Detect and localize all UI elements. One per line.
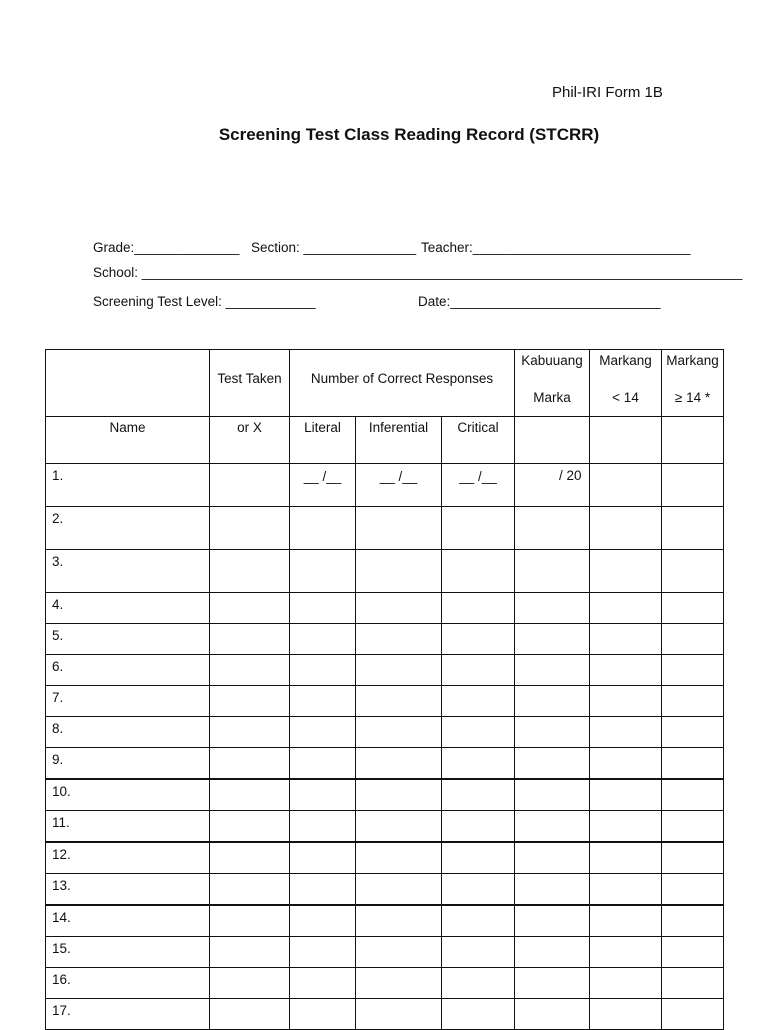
entry-cell[interactable] [442, 624, 515, 655]
entry-cell[interactable] [515, 550, 590, 593]
entry-cell[interactable] [515, 593, 590, 624]
row-number: 11. [52, 815, 70, 830]
school-field[interactable]: School: ________________________________________________________________________________ [93, 265, 743, 280]
entry-cell[interactable] [515, 842, 590, 874]
row-number-cell [46, 905, 210, 937]
entry-cell[interactable] [290, 999, 356, 1030]
entry-cell[interactable] [290, 507, 356, 550]
entry-cell[interactable] [210, 686, 290, 717]
row-number-cell [46, 624, 210, 655]
entry-cell[interactable] [290, 624, 356, 655]
correct-responses-header: Number of Correct Responses [290, 350, 515, 417]
entry-cell[interactable] [590, 874, 662, 906]
entry-cell[interactable] [590, 842, 662, 874]
entry-cell[interactable] [590, 507, 662, 550]
entry-cell[interactable] [590, 464, 662, 507]
entry-cell[interactable] [356, 717, 442, 748]
row-number: 1. [52, 468, 64, 483]
table-row [46, 842, 724, 874]
entry-cell[interactable] [356, 874, 442, 906]
literal-header: Literal [290, 417, 356, 464]
empty-header-cell [515, 417, 590, 464]
header-row-2 [46, 417, 724, 464]
entry-cell[interactable] [662, 507, 724, 550]
entry-cell[interactable] [210, 550, 290, 593]
entry-cell[interactable] [356, 811, 442, 843]
entry-cell[interactable] [210, 874, 290, 906]
entry-cell[interactable] [662, 779, 724, 811]
entry-cell[interactable] [662, 874, 724, 906]
header-row-1 [46, 350, 724, 417]
entry-cell[interactable] [515, 686, 590, 717]
entry-cell[interactable] [356, 905, 442, 937]
row-number-cell [46, 937, 210, 968]
entry-cell[interactable] [290, 748, 356, 780]
entry-cell[interactable] [515, 717, 590, 748]
entry-cell[interactable] [590, 968, 662, 999]
entry-cell[interactable] [356, 464, 442, 507]
grade-field[interactable]: Grade:______________ [93, 240, 240, 255]
entry-cell[interactable] [515, 905, 590, 937]
entry-cell[interactable] [442, 686, 515, 717]
critical-header: Critical [442, 417, 515, 464]
entry-cell[interactable] [290, 937, 356, 968]
inferential-header: Inferential [356, 417, 442, 464]
entry-cell[interactable] [210, 999, 290, 1030]
entry-cell[interactable] [210, 507, 290, 550]
entry-cell[interactable] [515, 968, 590, 999]
entry-cell[interactable] [662, 842, 724, 874]
entry-cell[interactable] [515, 624, 590, 655]
row-number: 16. [52, 972, 71, 987]
entry-cell[interactable] [515, 507, 590, 550]
entry-cell[interactable] [515, 937, 590, 968]
entry-cell[interactable] [210, 811, 290, 843]
row-number: 4. [52, 597, 64, 612]
entry-cell[interactable] [290, 686, 356, 717]
entry-cell[interactable] [210, 968, 290, 999]
entry-cell[interactable] [662, 550, 724, 593]
entry-cell[interactable] [662, 717, 724, 748]
row-number-cell [46, 464, 210, 507]
entry-cell[interactable] [290, 874, 356, 906]
entry-cell[interactable] [356, 686, 442, 717]
row-number: 12. [52, 847, 71, 862]
entry-cell[interactable] [442, 464, 515, 507]
row-number: 17. [52, 1003, 71, 1018]
teacher-field[interactable]: Teacher:_____________________________ [421, 240, 691, 255]
entry-cell[interactable] [290, 811, 356, 843]
entry-cell[interactable] [515, 655, 590, 686]
or-x-header: or X [210, 417, 290, 464]
table-row [46, 779, 724, 811]
entry-cell[interactable] [356, 999, 442, 1030]
table-row [46, 874, 724, 906]
empty-header-cell [662, 417, 724, 464]
entry-cell[interactable] [662, 811, 724, 843]
entry-cell[interactable] [356, 624, 442, 655]
kabuuang-marka-header: Kabuuang Marka [515, 350, 590, 417]
table-row [46, 811, 724, 843]
entry-cell[interactable] [662, 464, 724, 507]
entry-cell[interactable] [210, 842, 290, 874]
entry-cell[interactable] [590, 811, 662, 843]
row-number: 8. [52, 721, 64, 736]
entry-cell[interactable] [442, 937, 515, 968]
table-row [46, 717, 724, 748]
entry-cell[interactable] [290, 464, 356, 507]
entry-cell[interactable] [290, 842, 356, 874]
row-number-cell [46, 748, 210, 780]
entry-cell[interactable] [515, 874, 590, 906]
entry-cell[interactable] [210, 779, 290, 811]
entry-cell[interactable] [442, 748, 515, 780]
entry-cell[interactable] [210, 905, 290, 937]
entry-cell[interactable] [356, 655, 442, 686]
row-number-cell [46, 686, 210, 717]
entry-cell[interactable] [442, 842, 515, 874]
row-number: 14. [52, 910, 71, 925]
score-blank: __ /__ [303, 469, 342, 484]
form-id: Phil-IRI Form 1B [552, 84, 663, 101]
entry-cell[interactable] [662, 593, 724, 624]
entry-cell[interactable] [442, 593, 515, 624]
entry-cell[interactable] [210, 937, 290, 968]
table-row [46, 686, 724, 717]
row-number-cell [46, 550, 210, 593]
row-number: 10. [52, 784, 71, 799]
entry-cell[interactable] [590, 550, 662, 593]
row-number-cell [46, 811, 210, 843]
entry-cell[interactable] [442, 999, 515, 1030]
section-field[interactable]: Section: _______________ [251, 240, 417, 255]
entry-cell[interactable] [290, 968, 356, 999]
entry-cell[interactable] [590, 779, 662, 811]
entry-cell[interactable] [515, 999, 590, 1030]
entry-cell[interactable] [590, 999, 662, 1030]
entry-cell[interactable] [662, 624, 724, 655]
entry-cell[interactable] [356, 968, 442, 999]
entry-cell[interactable] [290, 550, 356, 593]
entry-cell[interactable] [290, 655, 356, 686]
table-row [46, 507, 724, 550]
entry-cell[interactable] [515, 464, 590, 507]
row-number-cell [46, 717, 210, 748]
entry-cell[interactable] [442, 550, 515, 593]
row-number: 2. [52, 511, 64, 526]
entry-cell[interactable] [210, 624, 290, 655]
entry-cell[interactable] [210, 748, 290, 780]
entry-cell[interactable] [442, 507, 515, 550]
entry-cell[interactable] [662, 686, 724, 717]
entry-cell[interactable] [590, 937, 662, 968]
entry-cell[interactable] [590, 905, 662, 937]
entry-cell[interactable] [515, 779, 590, 811]
table-row [46, 905, 724, 937]
entry-cell[interactable] [515, 811, 590, 843]
table-row [46, 968, 724, 999]
row-number-cell [46, 842, 210, 874]
row-number: 7. [52, 690, 64, 705]
entry-cell[interactable] [210, 717, 290, 748]
row-number-cell [46, 999, 210, 1030]
name-header: Name [46, 417, 210, 464]
entry-cell[interactable] [356, 779, 442, 811]
entry-cell[interactable] [356, 593, 442, 624]
name-header-cell-top [46, 350, 210, 417]
entry-cell[interactable] [662, 999, 724, 1030]
entry-cell[interactable] [515, 748, 590, 780]
table-row [46, 937, 724, 968]
entry-cell[interactable] [590, 748, 662, 780]
entry-cell[interactable] [290, 593, 356, 624]
row-number: 15. [52, 941, 71, 956]
row-number-cell [46, 655, 210, 686]
entry-cell[interactable] [442, 717, 515, 748]
table-row [46, 464, 724, 507]
table-row [46, 593, 724, 624]
entry-cell[interactable] [662, 905, 724, 937]
row-number-cell [46, 593, 210, 624]
entry-cell[interactable] [290, 779, 356, 811]
entry-cell[interactable] [662, 968, 724, 999]
entry-cell[interactable] [356, 842, 442, 874]
row-number-cell [46, 968, 210, 999]
test-taken-header: Test Taken [210, 350, 290, 417]
score-blank: __ /__ [459, 469, 497, 484]
table-row [46, 655, 724, 686]
row-number-cell [46, 779, 210, 811]
entry-cell[interactable] [590, 593, 662, 624]
entry-cell[interactable] [662, 655, 724, 686]
entry-cell[interactable] [662, 748, 724, 780]
date-field[interactable]: Date:____________________________ [418, 294, 661, 309]
entry-cell[interactable] [590, 686, 662, 717]
entry-cell[interactable] [210, 464, 290, 507]
entry-cell[interactable] [442, 905, 515, 937]
entry-cell[interactable] [442, 874, 515, 906]
entry-cell[interactable] [356, 748, 442, 780]
markang-ge-14-header: Markang ≥ 14 * [662, 350, 724, 417]
entry-cell[interactable] [662, 937, 724, 968]
table-row [46, 550, 724, 593]
entry-cell[interactable] [210, 593, 290, 624]
row-number-cell [46, 874, 210, 906]
total-out-of: / 20 [559, 468, 582, 483]
row-number: 3. [52, 554, 64, 569]
test-level-field[interactable]: Screening Test Level: ____________ [93, 294, 316, 309]
entry-cell[interactable] [290, 717, 356, 748]
table-row [46, 748, 724, 780]
entry-cell[interactable] [356, 937, 442, 968]
table-row [46, 624, 724, 655]
row-number: 13. [52, 878, 71, 893]
entry-cell[interactable] [442, 655, 515, 686]
markang-less-14-header: Markang < 14 [590, 350, 662, 417]
entry-cell[interactable] [590, 717, 662, 748]
entry-cell[interactable] [442, 811, 515, 843]
entry-cell[interactable] [290, 905, 356, 937]
entry-cell[interactable] [590, 655, 662, 686]
page-title: Screening Test Class Reading Record (STCRR) [218, 125, 600, 144]
entry-cell[interactable] [210, 655, 290, 686]
row-number: 6. [52, 659, 64, 674]
row-number-cell [46, 507, 210, 550]
entry-cell[interactable] [442, 968, 515, 999]
reading-record-table [45, 349, 724, 1030]
entry-cell[interactable] [590, 624, 662, 655]
row-number: 9. [52, 752, 64, 767]
empty-header-cell [590, 417, 662, 464]
entry-cell[interactable] [356, 507, 442, 550]
entry-cell[interactable] [442, 779, 515, 811]
entry-cell[interactable] [356, 550, 442, 593]
row-number: 5. [52, 628, 64, 643]
table-row [46, 999, 724, 1030]
score-blank: __ /__ [379, 469, 418, 484]
